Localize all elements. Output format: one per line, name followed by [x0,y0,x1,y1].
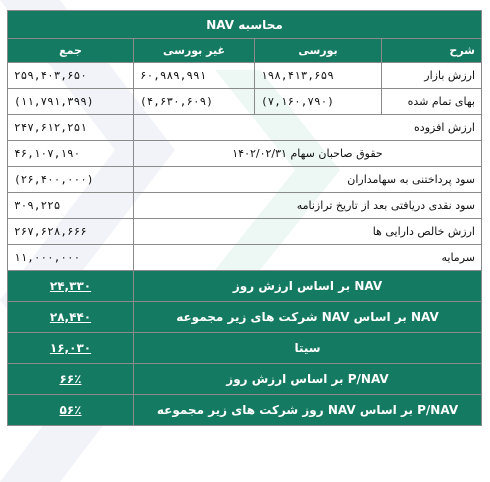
summary-row [8,364,482,395]
row-label: سرمایه [134,245,482,271]
total-value: ۲۶۷,۶۲۸,۶۶۶ [8,219,134,245]
row-label: ارزش افزوده [134,115,482,141]
summary-row [8,395,482,426]
summary-label: سیتا [134,333,482,364]
table-row [8,167,482,193]
table-row [8,193,482,219]
row-label: ارزش بازار [382,63,482,89]
table-title: محاسبه NAV [8,11,482,39]
table-row [8,115,482,141]
total-value: ۱۱,۰۰۰,۰۰۰ [8,245,134,271]
total-value: ۴۶,۱۰۷,۱۹۰ [8,141,134,167]
table-row [8,89,482,115]
table-row [8,245,482,271]
header-description: شرح [382,39,482,63]
summary-value: ۶۶٪ [8,364,134,395]
total-value: (۲۶,۴۰۰,۰۰۰) [8,167,134,193]
summary-label: NAV بر اساس NAV شرکت های زیر مجموعه [134,302,482,333]
summary-label: P/NAV بر اساس NAV روز شرکت های زیر مجموعه [134,395,482,426]
summary-row [8,271,482,302]
header-total: جمع [8,39,134,63]
total-value: (۱۱,۷۹۱,۳۹۹) [8,89,134,115]
nonbourse-value: ۶۰,۹۸۹,۹۹۱ [134,63,255,89]
total-value: ۲۵۹,۴۰۳,۶۵۰ [8,63,134,89]
nonbourse-value: (۴,۶۳۰,۶۰۹) [134,89,255,115]
table-title-row [8,11,482,39]
summary-value: ۵۶٪ [8,395,134,426]
table-row [8,219,482,245]
row-label: حقوق صاحبان سهام ۱۴۰۲/۰۲/۳۱ [134,141,482,167]
summary-row [8,333,482,364]
summary-row [8,302,482,333]
row-label: سود پرداختنی به سهامداران [134,167,482,193]
summary-value: ۲۴,۳۳۰ [8,271,134,302]
summary-value: ۱۶,۰۳۰ [8,333,134,364]
row-label: سود نقدی دریافتی بعد از تاریخ ترازنامه [134,193,482,219]
nav-table [7,10,482,426]
header-row [8,39,482,63]
total-value: ۳۰۹,۲۲۵ [8,193,134,219]
bourse-value: (۷,۱۶۰,۷۹۰) [255,89,382,115]
table-row [8,63,482,89]
bourse-value: ۱۹۸,۴۱۳,۶۵۹ [255,63,382,89]
summary-label: P/NAV بر اساس ارزش روز [134,364,482,395]
row-label: ارزش خالص دارایی ها [134,219,482,245]
header-bourse: بورسی [255,39,382,63]
table-row [8,141,482,167]
summary-value: ۲۸,۴۴۰ [8,302,134,333]
summary-label: NAV بر اساس ارزش روز [134,271,482,302]
total-value: ۲۴۷,۶۱۲,۲۵۱ [8,115,134,141]
header-nonbourse: غیر بورسی [134,39,255,63]
row-label: بهای تمام شده [382,89,482,115]
